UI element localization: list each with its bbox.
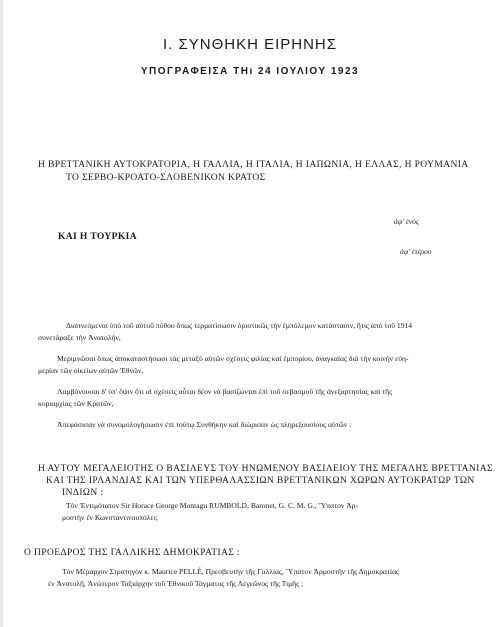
document-subtitle: ΥΠΟΓΡΑΦΕΙΣΑ ΤΗι 24 ΙΟΥΛΙΟΥ 1923 [140,66,360,77]
scan-edge [0,0,3,627]
rumbold-line-2: μοστὴν ἐν Κωνσταντινουπόλει; [62,513,158,522]
preamble-para-2-line-1: Μεριμνῶσαι ὅπως ἀποκαταστήσωσι τὰς μεταξὺ αὐτῶν σχέσεις φιλίας καὶ ἐμπορίου, ἀναγκαίας διὰ τὴν κοινὴν εὐη- [57,354,409,363]
side-one-label: ἀφ' ἑνός [394,217,419,226]
rumbold-line-1: Τὸν Ἐντιμότατον Sir Horace George Montagu RUMBOLD, Baronet, G. C. M. G., Ὕπατον Ἁρ- [66,501,359,510]
president-title: Ο ΠΡΟΕΔΡΟΣ ΤΗΣ ΓΑΛΛΙΚΗΣ ΔΗΜΟΚΡΑΤΙΑΣ : [24,548,241,558]
preamble-para-2-line-2: μερίαν τῶν οἰκείων αὐτῶν Ἐθνῶν, [38,366,144,375]
preamble-para-3-line-2: κυριαρχίας τῶν Κρατῶν, [38,399,114,408]
king-title-line-2: ΚΑΙ ΤΗΣ ΙΡΛΑΝΔΙΑΣ ΚΑΙ ΤΩΝ ΥΠΕΡΘΑΛΑΣΣΙΩΝ ΒΡΕΤΤΑΝΙΚΩΝ ΧΩΡΩΝ ΑΥΤΟΚΡΑΤΩΡ ΤΩΝ [46,476,475,486]
preamble-para-4: Ἀπεφάσισαν νὰ συνομολογήσωσιν ἐπὶ τούτῳ Συνθήκην καὶ διώρισαν ὡς πληρεξουσίους αὐτῶν : [57,420,352,429]
turkey-label: ΚΑΙ Η ΤΟΥΡΚΙΑ [58,232,138,242]
king-title-line-1: Η ΑΥΤΟΥ ΜΕΓΑΛΕΙΟΤΗΣ Ο ΒΑΣΙΛΕΥΣ ΤΟΥ ΗΝΩΜΕΝΟΥ ΒΑΣΙΛΕΙΟΥ ΤΗΣ ΜΕΓΑΛΗΣ ΒΡΕΤΤΑΝΙΑΣ [38,464,493,474]
preamble-para-1-line-1: Διαπνεόμεναι ὑπὸ τοῦ αὐτοῦ πόθου ὅπως τερματίσωσιν ὁριστικῶς τὴν ἐμπόλεμον κατάστασιν, ἥτις ἀπὸ τοῦ 1914 [66,321,413,330]
parties-line-1: Η ΒΡΕΤΤΑΝΙΚΗ ΑΥΤΟΚΡΑΤΟΡΙΑ, Η ΓΑΛΛΙΑ, Η ΙΤΑΛΙΑ, Η ΙΑΠΩΝΙΑ, Η ΕΛΛΑΣ, Η ΡΟΥΜΑΝΙΑ [38,160,469,170]
document-title: I. ΣΥΝΘΗΚΗ ΕΙΡΗΝΗΣ [162,36,338,53]
king-title-line-3: ΙΝΔΙΩΝ : [62,488,104,498]
pelle-line-1: Τὸν Μέραρχον Στρατηγὸν κ. Maurice PELLÉ, Πρεσβευτὴν τῆς Γαλλίας, Ὕπατον Ἁρμοστὴν τῆς Δημοκρατίας [62,567,400,576]
preamble-para-1-line-2: συνετάραξε τὴν Ἀνατολήν, [38,333,121,342]
side-other-label: ἀφ' ἑτέρου [400,247,432,256]
parties-line-2: ΤΟ ΣΕΡΒΟ-ΚΡΟΑΤΟ-ΣΛΟΒΕΝΙΚΟΝ ΚΡΑΤΟΣ [66,173,266,183]
preamble-para-3-line-1: Λαμβάνουσαι δ' ὑπ' ὄψιν ὅτι αἱ σχέσεις αὗται δέον νὰ βασίζωνται ἐπὶ τοῦ σεβασμοῦ τῆς ἀνεξαρτησίας καὶ τῆς [57,387,393,396]
pelle-line-2: ἐν Ἀνατολῇ, Ἀνώτερον Ταξιάρχην τοῦ Ἐθνικοῦ Τάγματος τῆς Λεγεῶνος τῆς Τιμῆς ; [48,579,304,588]
